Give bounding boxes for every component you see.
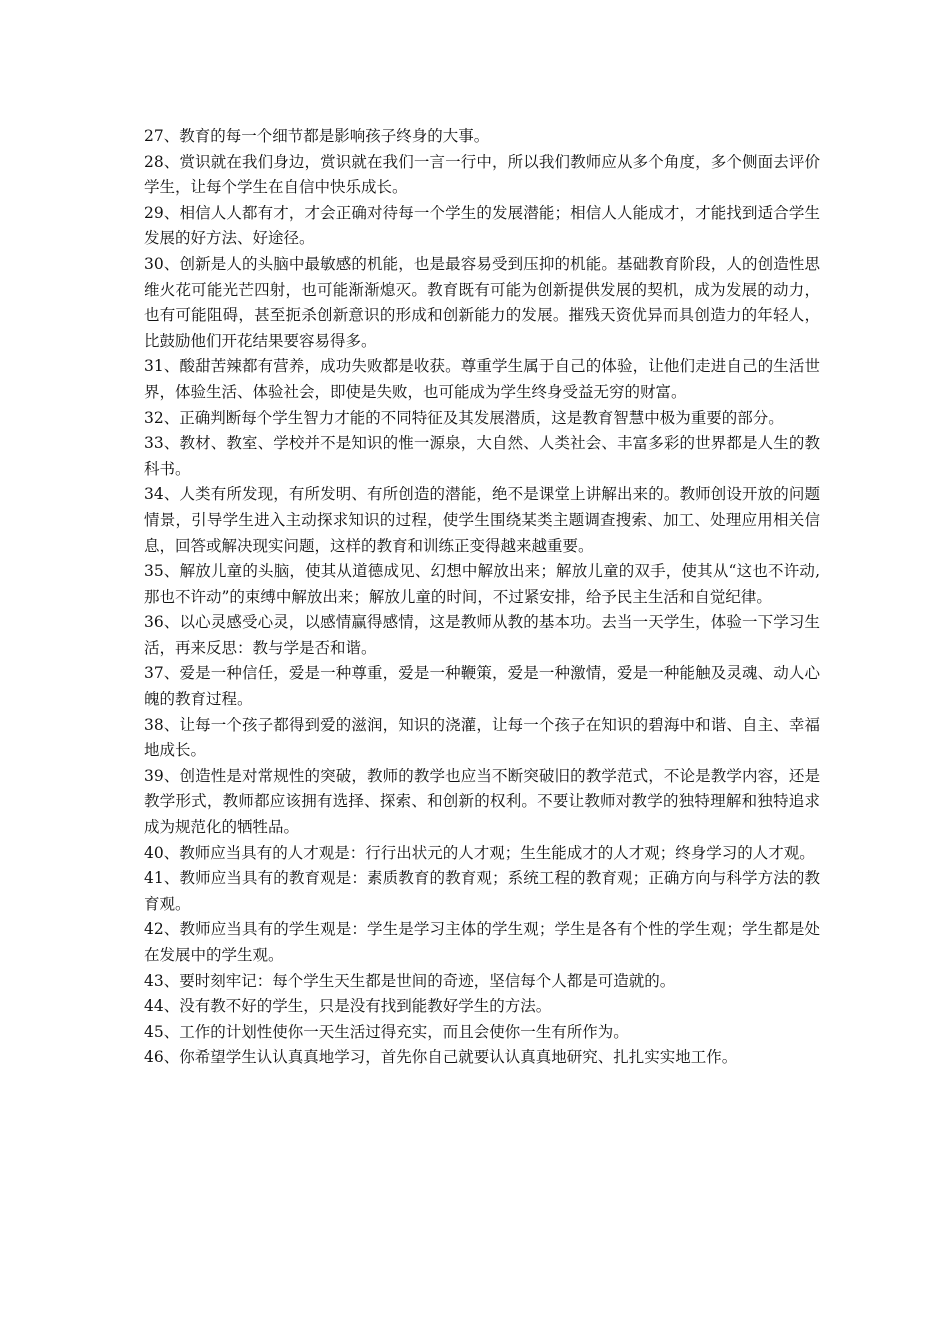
paragraph-31: 31、酸甜苦辣都有营养，成功失败都是收获。尊重学生属于自己的体验，让他们走进自己的生活世界，体验生活、体验社会，即使是失败，也可能成为学生终身受益无穷的财富。 bbox=[144, 357, 820, 401]
paragraph-44: 44、没有教不好的学生，只是没有找到能教好学生的方法。 bbox=[144, 997, 552, 1016]
paragraph-30: 30、创新是人的头脑中最敏感的机能，也是最容易受到压抑的机能。基础教育阶段，人的创造性思维火花可能光芒四射，也可能渐渐熄灭。教育既有可能为创新提供发展的契机，成为发展的动力，也有可能阻碍，甚至扼杀创新意识的形成和创新能力的发展。摧残天资优异而具创造力的年轻人，比鼓励他们开花结果要容易得多。 bbox=[144, 254, 820, 350]
paragraph-46: 46、你希望学生认认真真地学习，首先你自己就要认认真真地研究、扎扎实实地工作。 bbox=[144, 1048, 738, 1067]
paragraph-35: 35、解放儿童的头脑，使其从道德成见、幻想中解放出来；解放儿童的双手，使其从“这也不许动,那也不许动”的束缚中解放出来；解放儿童的时间，不过紧安排，给予民主生活和自觉纪律。 bbox=[144, 562, 820, 606]
paragraph-36: 36、以心灵感受心灵，以感情赢得感情，这是教师从教的基本功。去当一天学生，体验一下学习生活，再来反思：教与学是否和谐。 bbox=[144, 613, 820, 657]
paragraph-45: 45、工作的计划性使你一天生活过得充实，而且会使你一生有所作为。 bbox=[144, 1022, 629, 1041]
paragraph-41: 41、教师应当具有的教育观是：素质教育的教育观；系统工程的教育观；正确方向与科学方法的教育观。 bbox=[144, 869, 820, 913]
paragraph-29: 29、相信人人都有才，才会正确对待每一个学生的发展潜能；相信人人能成才，才能找到适合学生发展的好方法、好途径。 bbox=[144, 203, 820, 248]
paragraph-39: 39、创造性是对常规性的突破，教师的教学也应当不断突破旧的教学范式，不论是教学内容，还是教学形式，教师都应该拥有选择、探索、和创新的权利。不要让教师对教学的独特理解和独特追求成为规范化的牺牲品。 bbox=[144, 766, 820, 837]
document-body bbox=[144, 124, 820, 1071]
paragraph-34: 34、人类有所发现，有所发明、有所创造的潜能，绝不是课堂上讲解出来的。教师创设开放的问题情景，引导学生进入主动探求知识的过程，使学生围绕某类主题调查搜索、加工、处理应用相关信息，回答或解决现实问题，这样的教育和训练正变得越来越重要。 bbox=[144, 485, 820, 555]
paragraph-42: 42、教师应当具有的学生观是：学生是学习主体的学生观；学生是各有个性的学生观；学生都是处在发展中的学生观。 bbox=[144, 920, 820, 964]
paragraph-37: 37、爱是一种信任，爱是一种尊重，爱是一种鞭策，爱是一种激情，爱是一种能触及灵魂、动人心魄的教育过程。 bbox=[144, 664, 820, 709]
paragraph-27: 27、教育的每一个细节都是影响孩子终身的大事。 bbox=[144, 127, 490, 145]
paragraph-43: 43、要时刻牢记：每个学生天生都是世间的奇迹，坚信每个人都是可造就的。 bbox=[144, 971, 676, 990]
paragraph-38: 38、让每一个孩子都得到爱的滋润，知识的浇灌，让每一个孩子在知识的碧海中和谐、自主、幸福地成长。 bbox=[144, 715, 820, 760]
paragraph-40: 40、教师应当具有的人才观是：行行出状元的人才观；生生能成才的人才观；终身学习的人才观。 bbox=[144, 843, 815, 862]
paragraph-28: 28、赏识就在我们身边，赏识就在我们一言一行中，所以我们教师应从多个角度，多个侧面去评价学生，让每个学生在自信中快乐成长。 bbox=[144, 152, 820, 197]
paragraph-32: 32、正确判断每个学生智力才能的不同特征及其发展潜质，这是教育智慧中极为重要的部分。 bbox=[144, 408, 784, 427]
paragraph-33: 33、教材、教室、学校并不是知识的惟一源泉，大自然、人类社会、丰富多彩的世界都是人生的教科书。 bbox=[144, 434, 820, 478]
